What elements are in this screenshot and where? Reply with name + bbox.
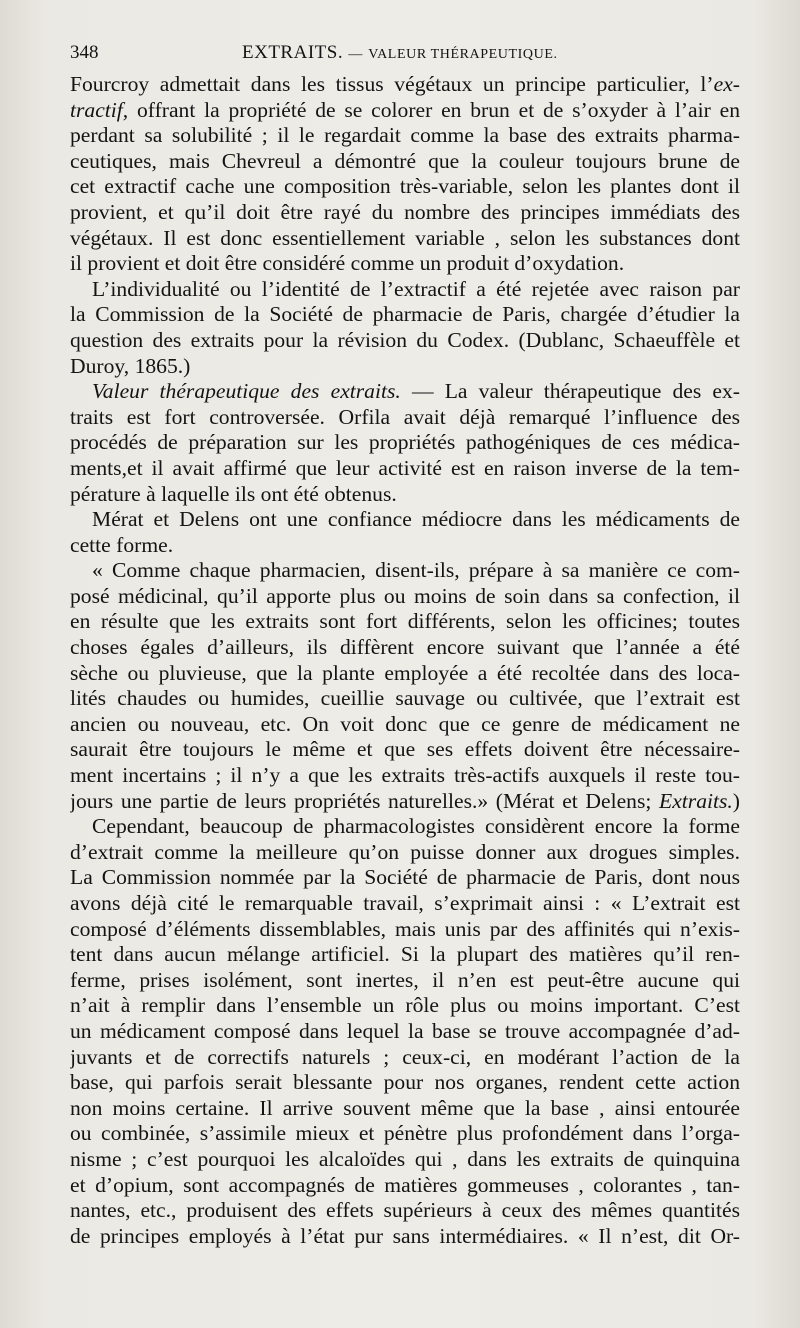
- text-line: [70, 430, 740, 456]
- body-text: [70, 72, 740, 1249]
- text-run: Mérat et Delens ont une confiance médiocre dans les médicaments de: [92, 507, 740, 532]
- text-run: choses égales d’ailleurs, ils diffèrent encore suivant que l’année a été: [70, 635, 740, 660]
- text-run: non moins certaine. Il arrive souvent même que la base , ainsi entourée: [70, 1095, 740, 1120]
- text-line: [70, 1070, 740, 1096]
- text-run: L’individualité ou l’identité de l’extractif a été rejetée avec raison par: [92, 276, 740, 301]
- text-line: [70, 814, 740, 840]
- text-run: ment incertains ; il n’y a que les extraits très-actifs auxquels il reste tou-: [70, 763, 740, 788]
- text-line: [70, 354, 740, 380]
- text-line: [70, 456, 740, 482]
- text-run: d’extrait comme la meilleure qu’on puisse donner aux drogues simples.: [70, 839, 740, 864]
- text-line: [70, 72, 740, 98]
- text-line: [70, 609, 740, 635]
- text-run: procédés de préparation sur les propriétés pathogéniques de ces médica-: [70, 430, 740, 455]
- text-run: provient, et qu’il doit être rayé du nombre des principes immédiats des: [70, 199, 740, 224]
- text-run: jours une partie de leurs propriétés naturelles.» (Mérat et Delens;: [70, 788, 660, 813]
- text-line: [70, 712, 740, 738]
- italic-text: Extraits.: [659, 788, 733, 813]
- text-run: question des extraits pour la révision du Codex. (Dublanc, Schaeuffèle et: [70, 327, 740, 352]
- text-line: [70, 1045, 740, 1071]
- text-line: [70, 149, 740, 175]
- text-line: [70, 226, 740, 252]
- text-line: [70, 328, 740, 354]
- text-line: [70, 1224, 740, 1250]
- text-line: [70, 98, 740, 124]
- running-header: [70, 42, 740, 72]
- text-run: ceutiques, mais Chevreul a démontré que la couleur toujours brune de: [70, 148, 740, 173]
- text-run: ou combinée, s’assimile mieux et pénètre plus profondément dans l’orga-: [70, 1121, 740, 1146]
- text-run: pérature à laquelle ils ont été obtenus.: [70, 481, 397, 506]
- text-line: [70, 558, 740, 584]
- text-line: [70, 379, 740, 405]
- text-run: tent dans aucun mélange artificiel. Si la plupart des matières qu’il ren-: [70, 942, 740, 967]
- text-run: « Comme chaque pharmacien, disent-ils, prépare à sa manière ce com-: [92, 558, 740, 583]
- text-run: en résulte que les extraits sont fort différents, selon les officines; toutes: [70, 609, 740, 634]
- text-line: [70, 405, 740, 431]
- text-line: [70, 737, 740, 763]
- text-line: [70, 635, 740, 661]
- text-run: Fourcroy admettait dans les tissus végétaux un principe particulier, l’: [70, 72, 714, 96]
- text-run: — La valeur thérapeutique des ex-: [400, 379, 740, 404]
- text-run: ): [732, 788, 740, 813]
- text-run: Cependant, beaucoup de pharmacologistes considèrent encore la forme: [92, 814, 740, 839]
- text-run: Duroy, 1865.): [70, 353, 191, 378]
- text-run: avons déjà cité le remarquable travail, s’exprimait ainsi : « L’extrait est: [70, 891, 740, 915]
- text-run: n’ait à remplir dans l’ensemble un rôle plus ou moins important. C’est: [70, 993, 740, 1018]
- text-line: [70, 865, 740, 891]
- text-run: saurait être toujours le même et que ses effets doivent être nécessaire-: [70, 737, 740, 762]
- text-run: un médicament composé dans lequel la base se trouve accompagnée d’ad-: [70, 1018, 740, 1043]
- text-run: nisme ; c’est pourquoi les alcaloïdes qui , dans les extraits de quinquina: [70, 1146, 740, 1171]
- text-run: composé d’éléments dissemblables, mais unis par des affinités qui n’exis-: [70, 916, 740, 941]
- text-run: La Commission nommée par la Société de pharmacie de Paris, dont nous: [70, 865, 740, 890]
- text-line: [70, 789, 740, 815]
- text-run: la Commission de la Société de pharmacie de Paris, chargée d’étudier la: [70, 302, 740, 327]
- text-run: ments,et il avait affirmé que leur activité est en raison inverse de la tem-: [70, 455, 740, 480]
- text-run: sèche ou pluvieuse, que la plante employée a été recoltée dans des loca-: [70, 660, 740, 685]
- text-run: nantes, etc., produisent des effets supérieurs à ceux des mêmes quantités: [70, 1198, 740, 1223]
- text-run: il provient et doit être considéré comme un produit d’oxydation.: [70, 251, 625, 276]
- text-run: cet extractif cache une composition très-variable, selon les plantes dont il: [70, 174, 740, 199]
- text-run: posé médicinal, qu’il apporte plus ou moins de soin dans sa confection, il: [70, 583, 740, 608]
- text-run: lités chaudes ou humides, cueillie sauvage ou cultivée, que l’extrait est: [70, 686, 740, 711]
- text-line: [70, 200, 740, 226]
- text-run: végétaux. Il est donc essentiellement variable , selon les substances dont: [70, 225, 740, 250]
- text-run: offrant la propriété de se colorer en brun et de s’oxyder à l’air en: [128, 97, 740, 122]
- text-run: traits est fort controversée. Orfila avait déjà remarqué l’influence des: [70, 404, 740, 429]
- text-line: [70, 840, 740, 866]
- running-title-separator: —: [348, 47, 363, 62]
- text-line: [70, 174, 740, 200]
- text-line: [70, 1198, 740, 1224]
- text-line: [70, 1019, 740, 1045]
- text-line: [70, 968, 740, 994]
- text-run: et d’opium, sont accompagnés de matières gommeuses , colorantes , tan-: [70, 1172, 740, 1197]
- text-line: [70, 1096, 740, 1122]
- text-run: ancien ou nouveau, etc. On voit donc que ce genre de médicament ne: [70, 711, 740, 736]
- text-line: [70, 1173, 740, 1199]
- text-line: [70, 917, 740, 943]
- page-number: 348: [70, 42, 99, 63]
- italic-text: Valeur thérapeutique des extraits.: [92, 379, 401, 404]
- text-line: [70, 584, 740, 610]
- text-line: [70, 123, 740, 149]
- text-run: cette forme.: [70, 532, 174, 557]
- text-line: [70, 1147, 740, 1173]
- italic-text: ex-: [713, 72, 740, 96]
- text-run: perdant sa solubilité ; il le regardait comme la base des extraits pharma-: [70, 123, 740, 148]
- text-line: [70, 277, 740, 303]
- text-line: [70, 942, 740, 968]
- italic-text: tractif,: [70, 97, 129, 122]
- text-run: ferme, prises isolément, sont inertes, il n’en est peut-être aucune qui: [70, 967, 740, 992]
- running-title-main: EXTRAITS.: [242, 42, 344, 63]
- text-line: [70, 302, 740, 328]
- text-line: [70, 661, 740, 687]
- running-title: [242, 42, 558, 64]
- text-line: [70, 1121, 740, 1147]
- text-line: [70, 251, 740, 277]
- text-line: [70, 763, 740, 789]
- text-line: [70, 891, 740, 917]
- text-line: [70, 507, 740, 533]
- text-line: [70, 686, 740, 712]
- text-line: [70, 993, 740, 1019]
- text-run: base, qui parfois serait blessante pour nos organes, rendent cette action: [70, 1070, 740, 1095]
- running-title-sub: VALEUR THÉRAPEUTIQUE.: [368, 47, 558, 62]
- text-run: juvants et de correctifs naturels ; ceux-ci, en modérant l’action de la: [70, 1044, 740, 1069]
- text-run: de principes employés à l’état pur sans intermédiaires. « Il n’est, dit Or-: [70, 1223, 740, 1248]
- text-line: [70, 482, 740, 508]
- text-line: [70, 533, 740, 559]
